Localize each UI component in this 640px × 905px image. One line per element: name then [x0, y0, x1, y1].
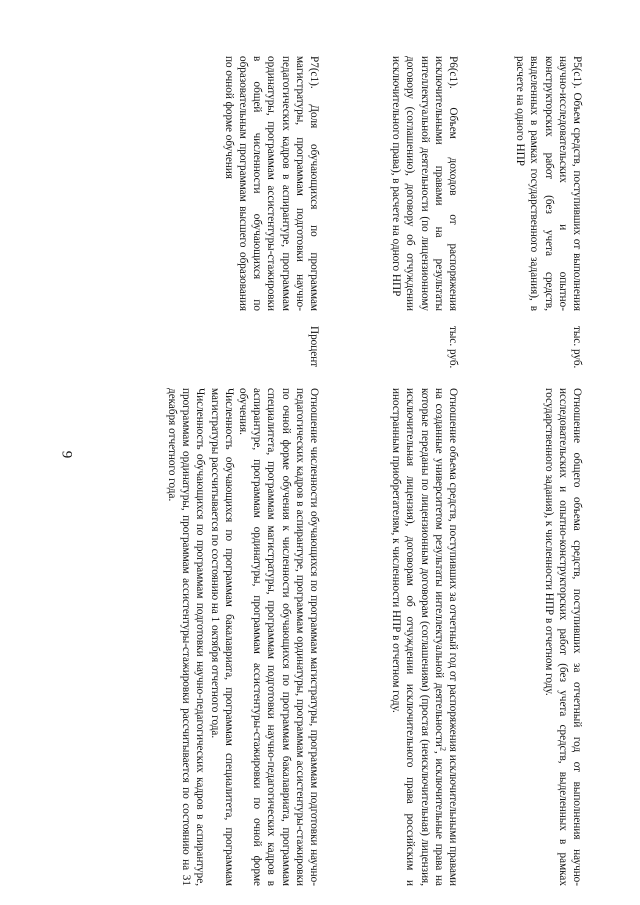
method-paragraph: Отношение численности обучающихся по программам магистратуры, программам подготовки научно-педагогических кадров в аспирантуре, программам ординатуры, программам ассистентуры-стажировки по очной форме обучения к численности обучающихся по программам бакалавриата, программам специалитета, программам магистратуры, программам подготовки научно-педагогических кадров в аспирантуре, программам ординатуры, программам ассистентуры-стажировки по очной форме обучения. — [236, 388, 320, 886]
table-row — [330, 56, 460, 886]
calculation-method — [165, 388, 321, 886]
footnote-marker: 2 — [438, 746, 448, 751]
method-paragraph: Отношение общего объема средств, поступивших за отчетный год от выполнения научно-исследовательских и опытно-конструкторских работ (без учета средств, выделенных в рамках государственного задания), к численности НПР в отчетном году. — [542, 388, 583, 886]
indicator-name: P6(c1). Объем доходов от распоряжения исключительными правами на результаты интеллектуальной деятельности (по лицензионному договору (соглашению), договору об отчуждении исключительного права), в расчете на одного НПР — [390, 56, 459, 311]
indicator-unit: тыс. руб. — [571, 326, 583, 369]
indicator-name: P7(c1). Доля обучающихся по программам магистратуры, программам подготовки научно-педагогических кадров в аспирантуре, программам ординатуры, программам ассистентуры-стажировки в общей численности обучающихся по образовательным программам высшего образования по очной форме обучения — [222, 56, 320, 311]
method-paragraph: Численность обучающихся по программам бакалавриата, программам специалитета, программам магистратуры рассчитывается по состоянию на 1 октября отчетного года. — [208, 388, 235, 886]
table-row — [472, 56, 584, 886]
indicator-unit: Процент — [308, 326, 320, 368]
indicator-unit: тыс. руб. — [447, 326, 459, 369]
method-paragraph — [389, 388, 460, 886]
calculation-method — [541, 388, 584, 886]
calculation-method — [389, 388, 460, 886]
indicator-table — [76, 56, 584, 886]
method-text: , исключительные права на которые переданы по лицензионным договорам (соглашениям) (простая (неисключительная) лицензия, исключительная лицензия), договорам об отчуждении исключительного права российским и иностранным приобретателям, к численности НПР в отчетном году. — [390, 388, 445, 887]
method-text: Отношение объема средств, поступивших за отчетный год от распоряжения исключительными правами на созданные университетом результаты интеллектуальной деятельности — [432, 388, 459, 886]
table-row — [101, 56, 321, 886]
indicator-name: P5(c1). Объем средств, поступивших от выполнения научно-исследовательских и опытно-конструкторских работ (без учета средств, выделенных в рамках государственного задания), в расчете на одного НПР — [514, 56, 583, 311]
page-number: 9 — [58, 450, 75, 459]
method-paragraph: Численность обучающихся по программам подготовки научно-педагогических кадров в аспирантуре, программам ординатуры, программам ассистентуры-стажировки рассчитывается по состоянию на 31 декабря отчетного года. — [165, 388, 207, 886]
